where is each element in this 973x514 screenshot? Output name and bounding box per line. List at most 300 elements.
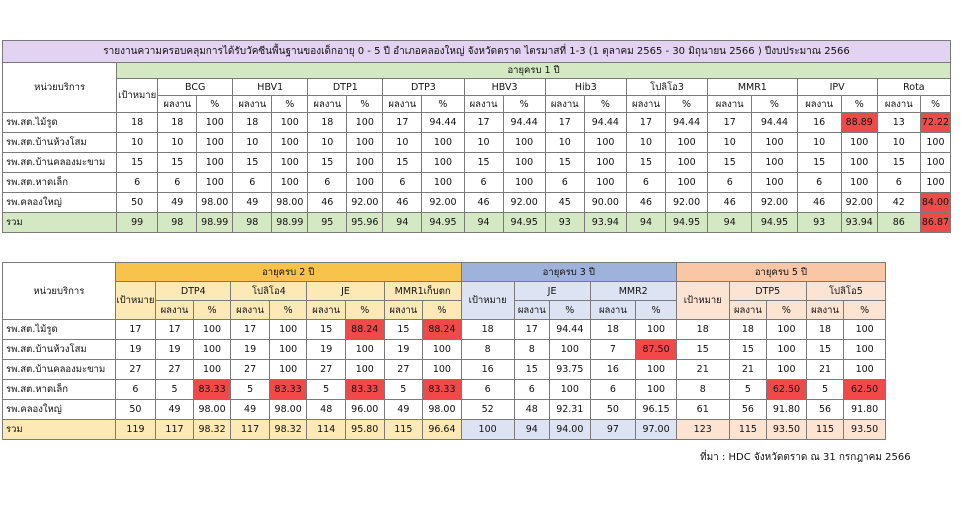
target-value: 18 (676, 320, 729, 340)
result-header: ผลงาน (729, 301, 767, 320)
percent-value: 93.94 (841, 213, 877, 233)
result-value: 56 (729, 400, 767, 420)
percent-value: 100 (550, 380, 591, 400)
percent-value: 100 (844, 360, 886, 380)
result-value: 18 (233, 113, 272, 133)
result-value: 94 (626, 213, 665, 233)
vaccine-header: JE (307, 282, 384, 301)
target-value: 10 (117, 133, 158, 153)
vaccine-header: IPV (797, 79, 877, 96)
result-value: 46 (797, 193, 841, 213)
percent-value: 100 (197, 173, 233, 193)
percent-value: 100 (347, 153, 383, 173)
percent-value: 98.00 (193, 400, 231, 420)
result-value: 15 (708, 153, 752, 173)
target-header: เป้าหมาย (676, 282, 729, 320)
table-row (3, 133, 951, 153)
percent-value: 100 (422, 173, 464, 193)
result-value: 117 (156, 420, 194, 440)
percent-value: 100 (752, 133, 797, 153)
vaccine-header: DTP5 (729, 282, 806, 301)
target-value: 15 (117, 153, 158, 173)
percent-value: 100 (841, 133, 877, 153)
target-value: 16 (461, 360, 514, 380)
result-value: 15 (307, 320, 346, 340)
table-row (3, 400, 886, 420)
percent-value: 98.32 (193, 420, 231, 440)
table-row (3, 113, 951, 133)
percent-header: % (752, 96, 797, 113)
percent-value: 100 (272, 173, 308, 193)
result-value: 18 (158, 113, 197, 133)
result-value: 15 (877, 153, 920, 173)
percent-value: 72.22 (920, 113, 950, 133)
result-value: 17 (514, 320, 550, 340)
result-header: ผลงาน (307, 301, 346, 320)
source-note: ที่มา : HDC จังหวัดตราด ณ 31 กรกฎาคม 2566 (700, 452, 911, 463)
unit-name: รวม (3, 213, 117, 233)
result-value: 93 (797, 213, 841, 233)
percent-header: % (767, 301, 807, 320)
result-value: 94 (464, 213, 503, 233)
percent-value: 98.00 (423, 400, 462, 420)
table-age-2-3-5 (2, 262, 886, 440)
percent-value: 98.00 (269, 400, 307, 420)
total-row (3, 420, 886, 440)
table-row (3, 193, 951, 213)
result-value: 15 (729, 340, 767, 360)
percent-value: 100 (584, 153, 626, 173)
percent-value: 94.95 (665, 213, 707, 233)
percent-value: 94.44 (550, 320, 591, 340)
result-value: 19 (156, 340, 194, 360)
result-value: 94 (514, 420, 550, 440)
result-header: ผลงาน (806, 301, 844, 320)
result-value: 48 (307, 400, 346, 420)
percent-header: % (197, 96, 233, 113)
percent-value: 100 (193, 320, 231, 340)
age-2-header: อายุครบ 2 ปี (115, 263, 461, 282)
percent-value: 100 (345, 360, 384, 380)
result-header: ผลงาน (308, 96, 347, 113)
percent-value: 94.44 (584, 113, 626, 133)
target-value: 6 (117, 173, 158, 193)
result-value: 94 (708, 213, 752, 233)
result-value: 15 (383, 153, 422, 173)
target-header: เป้าหมาย (461, 282, 514, 320)
result-value: 98 (233, 213, 272, 233)
percent-header: % (665, 96, 707, 113)
percent-value: 90.00 (584, 193, 626, 213)
result-value: 97 (590, 420, 636, 440)
target-value: 8 (676, 380, 729, 400)
percent-header: % (272, 96, 308, 113)
target-value: 123 (676, 420, 729, 440)
result-value: 10 (233, 133, 272, 153)
result-value: 16 (797, 113, 841, 133)
vaccine-header: MMR1เก็บตก (384, 282, 461, 301)
vaccine-header: JE (514, 282, 590, 301)
percent-value: 94.00 (550, 420, 591, 440)
result-value: 6 (626, 173, 665, 193)
result-value: 6 (158, 173, 197, 193)
result-value: 6 (708, 173, 752, 193)
result-value: 17 (464, 113, 503, 133)
percent-value: 100 (272, 113, 308, 133)
result-value: 16 (590, 360, 636, 380)
percent-header: % (345, 301, 384, 320)
percent-value: 95.96 (347, 213, 383, 233)
percent-value: 100 (920, 133, 950, 153)
result-value: 15 (797, 153, 841, 173)
percent-value: 100 (269, 320, 307, 340)
vaccine-header: โปลิโอ4 (231, 282, 307, 301)
target-value: 15 (676, 340, 729, 360)
result-value: 115 (806, 420, 844, 440)
result-value: 18 (729, 320, 767, 340)
percent-value: 100 (844, 320, 886, 340)
result-value: 15 (545, 153, 584, 173)
percent-value: 100 (841, 153, 877, 173)
percent-value: 100 (584, 173, 626, 193)
percent-value: 91.80 (844, 400, 886, 420)
result-value: 6 (877, 173, 920, 193)
percent-value: 87.50 (636, 340, 677, 360)
percent-value: 62.50 (767, 380, 807, 400)
percent-header: % (347, 96, 383, 113)
percent-value: 98.00 (272, 193, 308, 213)
result-value: 5 (307, 380, 346, 400)
age-5-header: อายุครบ 5 ปี (676, 263, 885, 282)
unit-name: รพ.สต.บ้านคลองมะขาม (3, 153, 117, 173)
age-1-header: อายุครบ 1 ปี (117, 63, 951, 79)
percent-value: 100 (844, 340, 886, 360)
result-value: 17 (626, 113, 665, 133)
table-row (3, 320, 886, 340)
percent-value: 100 (345, 340, 384, 360)
target-value: 99 (117, 213, 158, 233)
percent-value: 100 (636, 380, 677, 400)
target-value: 50 (117, 193, 158, 213)
percent-value: 100 (347, 173, 383, 193)
result-value: 42 (877, 193, 920, 213)
result-header: ผลงาน (514, 301, 550, 320)
target-value: 6 (461, 380, 514, 400)
vaccine-header: Rota (877, 79, 950, 96)
result-value: 13 (877, 113, 920, 133)
table-row (3, 153, 951, 173)
target-value: 17 (115, 320, 156, 340)
result-header: ผลงาน (708, 96, 752, 113)
total-row (3, 213, 951, 233)
result-value: 10 (797, 133, 841, 153)
target-value: 18 (461, 320, 514, 340)
percent-value: 96.00 (345, 400, 384, 420)
result-value: 5 (806, 380, 844, 400)
percent-value: 100 (193, 360, 231, 380)
percent-value: 100 (636, 360, 677, 380)
percent-value: 83.33 (193, 380, 231, 400)
target-header: เป้าหมาย (115, 282, 156, 320)
table-row (3, 380, 886, 400)
unit-name: รพ.สต.หาดเล็ก (3, 380, 116, 400)
percent-value: 98.99 (272, 213, 308, 233)
percent-header: % (550, 301, 591, 320)
result-value: 21 (729, 360, 767, 380)
result-value: 93 (545, 213, 584, 233)
result-value: 95 (308, 213, 347, 233)
result-value: 18 (308, 113, 347, 133)
result-value: 27 (384, 360, 423, 380)
percent-value: 92.00 (503, 193, 545, 213)
result-value: 46 (626, 193, 665, 213)
percent-header: % (503, 96, 545, 113)
table-row (3, 340, 886, 360)
percent-value: 88.89 (841, 113, 877, 133)
percent-value: 88.24 (345, 320, 384, 340)
result-value: 15 (308, 153, 347, 173)
result-value: 6 (545, 173, 584, 193)
percent-value: 100 (767, 340, 807, 360)
target-value: 50 (115, 400, 156, 420)
table-row (3, 360, 886, 380)
target-value: 19 (115, 340, 156, 360)
percent-value: 86.87 (920, 213, 950, 233)
target-value: 52 (461, 400, 514, 420)
percent-value: 100 (272, 153, 308, 173)
result-value: 27 (156, 360, 194, 380)
result-value: 45 (545, 193, 584, 213)
vaccine-header: HBV1 (233, 79, 308, 96)
result-value: 115 (384, 420, 423, 440)
percent-header: % (844, 301, 886, 320)
result-value: 50 (590, 400, 636, 420)
vaccine-header: โปลิโอ5 (806, 282, 885, 301)
percent-value: 92.00 (841, 193, 877, 213)
percent-header: % (841, 96, 877, 113)
result-value: 17 (156, 320, 194, 340)
result-value: 15 (464, 153, 503, 173)
unit-name: รพ.สต.ไม้รูด (3, 320, 116, 340)
percent-value: 100 (550, 340, 591, 360)
age-3-header: อายุครบ 3 ปี (461, 263, 676, 282)
percent-header: % (269, 301, 307, 320)
result-value: 6 (590, 380, 636, 400)
result-value: 17 (545, 113, 584, 133)
percent-value: 62.50 (844, 380, 886, 400)
percent-value: 100 (197, 133, 233, 153)
result-header: ผลงาน (384, 301, 423, 320)
report-title: รายงานความครอบคลุมการได้รับวัคซีนพื้นฐานของเด็กอายุ 0 - 5 ปี อำเภอคลองใหญ่ จังหวัดตราด ไตรมาสที่ 1-3 (1 ตุลาคม 2565 - 30 มิถุนายน 2566 ) ปีงบประมาณ 2566 (3, 41, 951, 63)
result-value: 49 (158, 193, 197, 213)
percent-value: 92.00 (665, 193, 707, 213)
result-value: 48 (514, 400, 550, 420)
vaccine-header: BCG (158, 79, 233, 96)
percent-value: 100 (423, 340, 462, 360)
percent-value: 97.00 (636, 420, 677, 440)
unit-header-2: หน่วยบริการ (3, 263, 116, 320)
result-header: ผลงาน (383, 96, 422, 113)
percent-value: 100 (272, 133, 308, 153)
result-value: 21 (806, 360, 844, 380)
result-value: 49 (233, 193, 272, 213)
percent-value: 100 (665, 133, 707, 153)
result-value: 10 (545, 133, 584, 153)
percent-value: 100 (752, 153, 797, 173)
percent-value: 100 (347, 113, 383, 133)
result-value: 86 (877, 213, 920, 233)
percent-value: 100 (347, 133, 383, 153)
percent-value: 100 (422, 133, 464, 153)
target-value: 61 (676, 400, 729, 420)
result-value: 94 (383, 213, 422, 233)
percent-value: 100 (767, 320, 807, 340)
result-header: ผลงาน (464, 96, 503, 113)
result-value: 19 (307, 340, 346, 360)
percent-value: 91.80 (767, 400, 807, 420)
unit-name: รพ.คลองใหญ่ (3, 400, 116, 420)
percent-value: 100 (665, 153, 707, 173)
percent-value: 83.33 (345, 380, 384, 400)
result-value: 5 (729, 380, 767, 400)
percent-value: 100 (636, 320, 677, 340)
target-value: 119 (115, 420, 156, 440)
unit-name: รพ.สต.บ้านห้วงโสม (3, 133, 117, 153)
percent-value: 93.50 (767, 420, 807, 440)
unit-header: หน่วยบริการ (3, 63, 117, 113)
result-value: 7 (590, 340, 636, 360)
vaccine-header: MMR1 (708, 79, 797, 96)
result-value: 19 (384, 340, 423, 360)
percent-value: 94.44 (422, 113, 464, 133)
vaccine-header: Hib3 (545, 79, 626, 96)
result-value: 10 (383, 133, 422, 153)
percent-value: 100 (584, 133, 626, 153)
percent-value: 100 (197, 113, 233, 133)
result-value: 10 (158, 133, 197, 153)
vaccine-header: DTP3 (383, 79, 464, 96)
unit-name: รพ.สต.บ้านคลองมะขาม (3, 360, 116, 380)
result-value: 46 (383, 193, 422, 213)
result-value: 56 (806, 400, 844, 420)
percent-value: 100 (269, 340, 307, 360)
percent-value: 95.80 (345, 420, 384, 440)
target-header: เป้าหมาย (117, 79, 158, 113)
percent-value: 96.64 (423, 420, 462, 440)
result-value: 15 (626, 153, 665, 173)
unit-name: รพ.คลองใหญ่ (3, 193, 117, 213)
unit-name: รวม (3, 420, 116, 440)
result-value: 49 (384, 400, 423, 420)
percent-value: 94.44 (665, 113, 707, 133)
percent-value: 92.00 (347, 193, 383, 213)
percent-value: 84.00 (920, 193, 950, 213)
result-value: 15 (384, 320, 423, 340)
percent-value: 93.75 (550, 360, 591, 380)
result-value: 15 (514, 360, 550, 380)
result-value: 115 (729, 420, 767, 440)
target-value: 21 (676, 360, 729, 380)
result-header: ผลงาน (545, 96, 584, 113)
result-value: 15 (158, 153, 197, 173)
percent-value: 83.33 (269, 380, 307, 400)
target-value: 8 (461, 340, 514, 360)
percent-value: 92.00 (422, 193, 464, 213)
percent-value: 92.31 (550, 400, 591, 420)
percent-value: 100 (752, 173, 797, 193)
percent-header: % (920, 96, 950, 113)
percent-value: 92.00 (752, 193, 797, 213)
percent-value: 100 (920, 173, 950, 193)
unit-name: รพ.สต.หาดเล็ก (3, 173, 117, 193)
target-value: 100 (461, 420, 514, 440)
result-value: 5 (156, 380, 194, 400)
percent-value: 93.50 (844, 420, 886, 440)
unit-name: รพ.สต.ไม้รูด (3, 113, 117, 133)
vaccine-header: MMR2 (590, 282, 676, 301)
percent-header: % (584, 96, 626, 113)
result-value: 17 (708, 113, 752, 133)
unit-name: รพ.สต.บ้านห้วงโสม (3, 340, 116, 360)
percent-header: % (423, 301, 462, 320)
percent-header: % (636, 301, 677, 320)
percent-value: 94.44 (752, 113, 797, 133)
percent-value: 100 (503, 173, 545, 193)
result-value: 46 (464, 193, 503, 213)
percent-value: 100 (503, 153, 545, 173)
percent-value: 100 (841, 173, 877, 193)
percent-value: 94.95 (422, 213, 464, 233)
result-value: 6 (308, 173, 347, 193)
result-value: 10 (626, 133, 665, 153)
target-value: 18 (117, 113, 158, 133)
result-value: 17 (231, 320, 270, 340)
result-value: 49 (231, 400, 270, 420)
result-value: 114 (307, 420, 346, 440)
result-value: 17 (383, 113, 422, 133)
percent-value: 94.44 (503, 113, 545, 133)
result-value: 46 (308, 193, 347, 213)
percent-value: 100 (422, 153, 464, 173)
percent-value: 100 (423, 360, 462, 380)
percent-value: 100 (503, 133, 545, 153)
result-value: 10 (308, 133, 347, 153)
result-header: ผลงาน (590, 301, 636, 320)
percent-value: 100 (197, 153, 233, 173)
result-value: 117 (231, 420, 270, 440)
result-header: ผลงาน (233, 96, 272, 113)
percent-header: % (193, 301, 231, 320)
result-value: 6 (797, 173, 841, 193)
result-value: 10 (708, 133, 752, 153)
percent-value: 98.32 (269, 420, 307, 440)
result-value: 6 (233, 173, 272, 193)
result-header: ผลงาน (158, 96, 197, 113)
percent-value: 100 (269, 360, 307, 380)
target-value: 27 (115, 360, 156, 380)
result-value: 15 (233, 153, 272, 173)
result-value: 49 (156, 400, 194, 420)
vaccine-header: DTP4 (156, 282, 231, 301)
result-value: 5 (231, 380, 270, 400)
vaccine-header: DTP1 (308, 79, 383, 96)
percent-value: 100 (767, 360, 807, 380)
result-header: ผลงาน (231, 301, 270, 320)
percent-header: % (422, 96, 464, 113)
result-value: 19 (231, 340, 270, 360)
result-header: ผลงาน (797, 96, 841, 113)
vaccine-header: โปลิโอ3 (626, 79, 707, 96)
